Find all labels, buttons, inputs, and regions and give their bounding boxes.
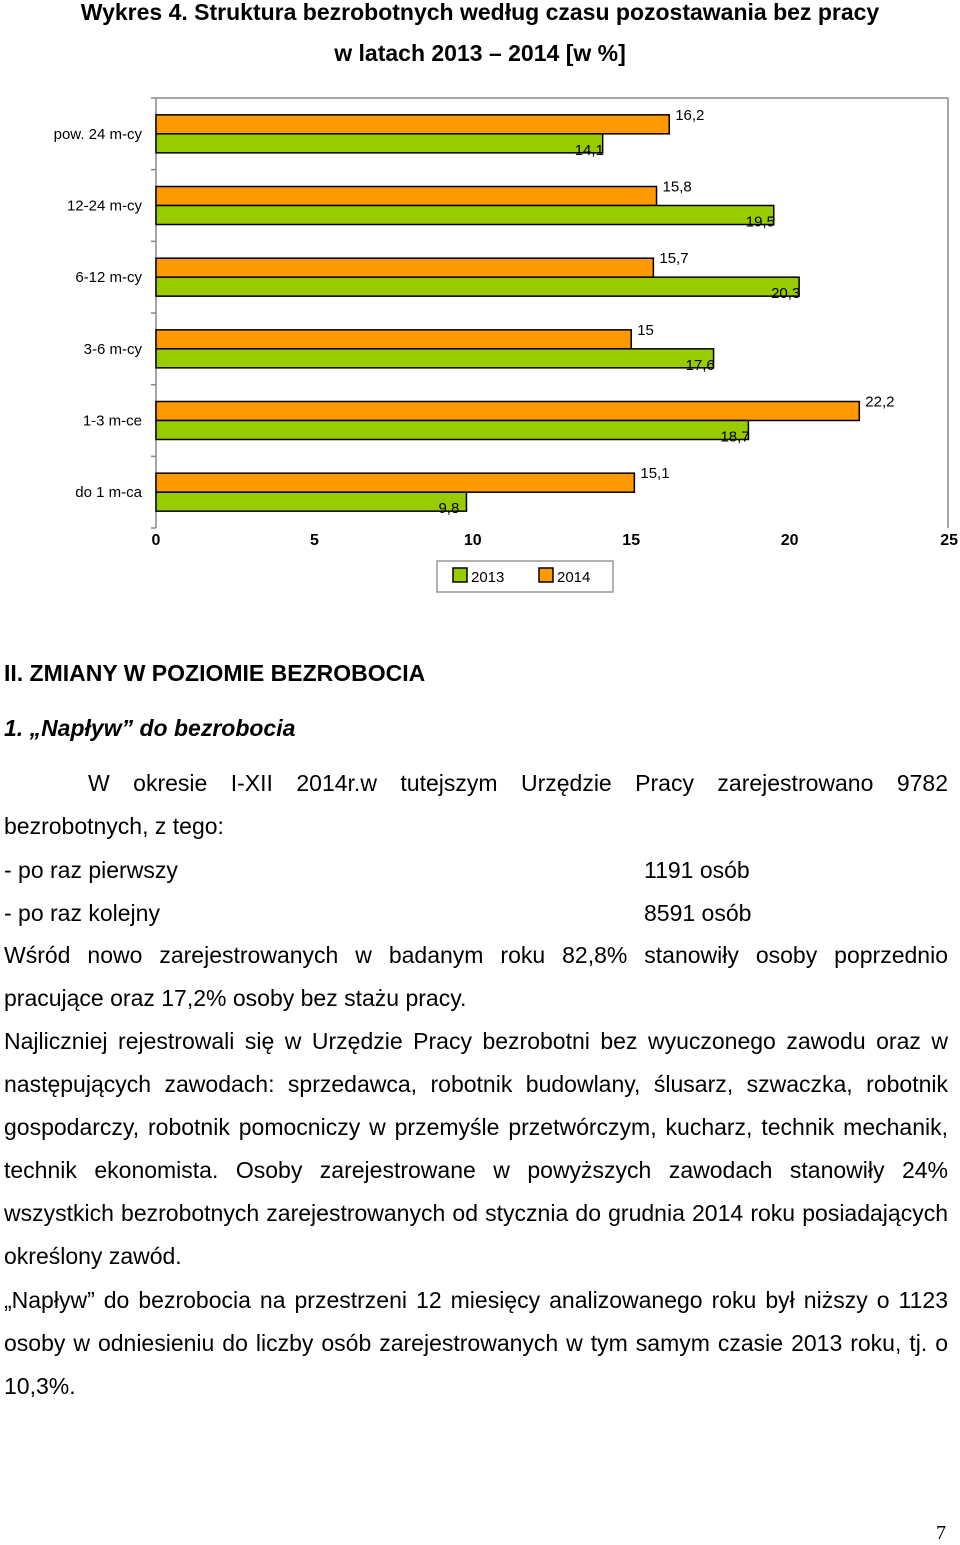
- category-label: 6-12 m-cy: [75, 269, 142, 287]
- bar-chart: [0, 90, 960, 610]
- x-tick-label: 20: [780, 532, 799, 549]
- row-first-time-label: - po raz pierwszy: [4, 857, 178, 883]
- chart-title-line-2: w latach 2013 – 2014 [w %]: [334, 40, 626, 66]
- category-label: 1-3 m-ce: [82, 412, 142, 430]
- bar-2013: [156, 134, 603, 153]
- data-label-2014: 22,2: [865, 393, 895, 411]
- bar-2014: [156, 402, 859, 421]
- paragraph-occupations: Najliczniej rejestrowali się w Urzędzie Pracy bezrobotni bez wyuczonego zawodu oraz w następujących zawodach: sprzedawca, robotnik budowlany, ślusarz, szwaczka, robotnik gospodarczy, robotnik pomocniczy w przemyśle przetwórczym, kucharz, technik mechanik, technik ekonomista. Osoby zarejestrowane w powyższych zawodach stanowiły 24% wszystkich bezrobotnych zarejestrowanych od stycznia do grudnia 2014 roku posiadających określony zawód.: [4, 1028, 948, 1269]
- legend-swatch-2014: [539, 568, 553, 582]
- category-label: 12-24 m-cy: [66, 197, 142, 215]
- row-again-value: 8591 osób: [644, 900, 752, 926]
- bar-2014: [156, 330, 631, 349]
- bar-2013: [156, 492, 466, 511]
- section-heading: II. ZMIANY W POZIOMIE BEZROBOCIA: [4, 660, 426, 686]
- row-first-time: [4, 855, 750, 885]
- row-again: [4, 898, 752, 928]
- data-label-2014: 16,2: [675, 106, 705, 124]
- data-label-2014: 15,1: [640, 465, 670, 483]
- bar-2014: [156, 187, 657, 206]
- x-tick-label: 15: [622, 532, 641, 549]
- x-tick-label: 25: [940, 532, 958, 549]
- data-label-2013: 14,1: [574, 141, 604, 159]
- data-label-2013: 19,5: [745, 213, 775, 231]
- legend-swatch-2013: [453, 568, 467, 582]
- x-tick-label: 10: [463, 532, 482, 549]
- bar-2013: [156, 206, 774, 225]
- bar-2014: [156, 258, 653, 277]
- bar-2013: [156, 421, 748, 440]
- legend-label-2013: 2013: [471, 569, 505, 586]
- bar-2013: [156, 349, 714, 368]
- data-label-2014: 15,7: [659, 250, 689, 268]
- x-tick-label: 0: [151, 532, 161, 549]
- data-label-2014: 15: [637, 321, 654, 339]
- row-first-time-value: 1191 osób: [644, 857, 750, 883]
- x-tick-label: 5: [309, 532, 319, 549]
- paragraph-share: Wśród nowo zarejestrowanych w badanym roku 82,8% stanowiły osoby poprzednio pracujące oraz 17,2% osoby bez stażu pracy.: [4, 942, 948, 1011]
- data-label-2014: 15,8: [662, 178, 692, 196]
- data-label-2013: 17,6: [685, 356, 715, 374]
- data-label-2013: 20,3: [771, 285, 801, 303]
- paragraph-comparison: „Napływ” do bezrobocia na przestrzeni 12 miesięcy analizowanego roku był niższy o 1123 osoby w odniesieniu do liczby osób zarejestrowanych w tym samym czasie 2013 roku, tj. o 10,3%.: [4, 1287, 948, 1399]
- category-label: 3-6 m-cy: [83, 340, 142, 358]
- legend-label-2014: 2014: [557, 569, 591, 586]
- page-number: 7: [936, 1522, 946, 1544]
- bar-2013: [156, 277, 799, 296]
- category-label: do 1 m-ca: [75, 484, 142, 502]
- bar-2014: [156, 115, 669, 134]
- paragraph-intro: W okresie I-XII 2014r.w tutejszym Urzędzie Pracy zarejestrowano 9782 bezrobotnych, z tego:: [4, 770, 948, 839]
- row-again-label: - po raz kolejny: [4, 900, 160, 926]
- data-label-2013: 9,8: [438, 500, 460, 518]
- subsection-heading: 1. „Napływ” do bezrobocia: [4, 715, 296, 741]
- data-label-2013: 18,7: [720, 428, 750, 446]
- bar-2014: [156, 473, 634, 492]
- category-label: pow. 24 m-cy: [53, 125, 142, 143]
- chart-title-line-1: Wykres 4. Struktura bezrobotnych według czasu pozostawania bez pracy: [80, 0, 880, 25]
